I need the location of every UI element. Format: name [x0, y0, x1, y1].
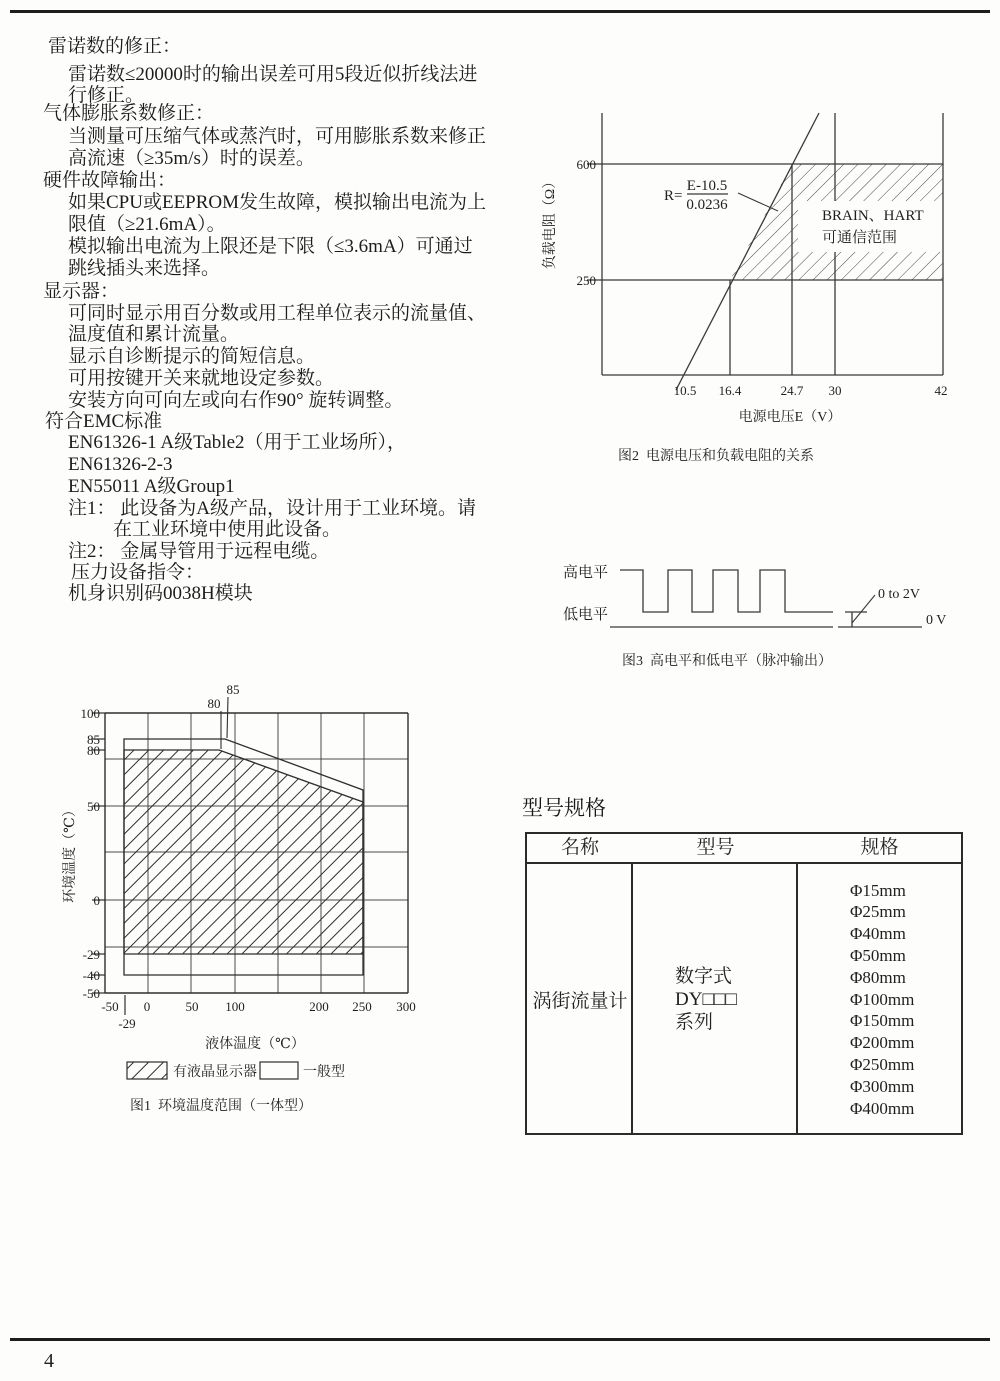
figure3-caption: 图3 高电平和低电平（脉冲输出）: [622, 654, 832, 669]
text-line: 气体膨胀系数修正：: [43, 103, 215, 124]
fig2-formula-denominator: 0.0236: [686, 197, 728, 213]
model-line: 系列: [675, 1012, 714, 1033]
size-item: Φ200mm: [850, 1033, 915, 1053]
fig2-formula-numerator: E-10.5: [686, 178, 728, 194]
fig1-legend-plain-label: 一般型: [303, 1065, 345, 1080]
figure2-svg: [540, 100, 980, 435]
fig1-leader-80-label: 80: [207, 696, 221, 711]
text-line: 显示器：: [43, 281, 120, 302]
spec-cell-name: [527, 864, 633, 1135]
fig2-xtick-30: 30: [828, 383, 842, 398]
size-item: Φ80mm: [850, 967, 906, 987]
fig1-ytick-minus40: -40: [82, 968, 100, 983]
fig1-xtick-250: 250: [352, 999, 372, 1014]
fig1-leader-85-label: 85: [226, 682, 240, 697]
page-number: 4: [44, 1350, 54, 1372]
text-line: 限值（≥21.6mA）。: [68, 214, 226, 235]
text-line: 在工业环境中使用此设备。: [113, 519, 342, 540]
fig1-legend-hatched-label: 有液晶显示器: [173, 1065, 257, 1080]
fig1-xtick-100: 100: [225, 999, 245, 1014]
size-item: Φ150mm: [850, 1011, 915, 1031]
text-line: 雷诺数≤20000时的输出误差可用5段近似折线法进: [68, 64, 478, 85]
fig2-region-label-line1: BRAIN、HART: [822, 208, 924, 224]
spec-header-model: 型号: [696, 837, 735, 858]
figure1-temperature-chart: [40, 680, 468, 1090]
table-divider: [631, 864, 633, 1135]
text-line: 符合EMC标准: [45, 411, 163, 432]
text-line: 跳线插头来选择。: [68, 258, 221, 279]
fig2-ytick-600: 600: [576, 157, 596, 172]
fig2-region-label-line2: 可通信范围: [822, 230, 898, 246]
size-item: Φ50mm: [850, 946, 906, 965]
fig2-xtick-16-4: 16.4: [718, 383, 742, 398]
text-line: EN61326-1 A级Table2（用于工业场所），: [68, 432, 407, 453]
spec-header-name: 名称: [560, 837, 599, 858]
fig2-xtick-42: 42: [934, 383, 948, 398]
text-line: EN55011 A级Group1: [68, 476, 235, 497]
fig2-xtick-24-7: 24.7: [780, 383, 804, 398]
table-divider: [796, 864, 798, 1135]
fig3-zero-volt-label: 0 V: [926, 613, 947, 628]
text-line: 行修正。: [68, 85, 145, 106]
fig3-waveform: [610, 570, 922, 627]
text-line: 高流速（≥35m/s）时的误差。: [68, 148, 315, 169]
spec-table-body-row: [527, 864, 961, 1135]
text-line: 雷诺数的修正：: [48, 36, 182, 57]
fig1-lcd-region: [124, 750, 363, 954]
size-item: Φ300mm: [850, 1076, 915, 1096]
fig1-xtick-50: 50: [185, 999, 199, 1014]
product-name: 涡街流量计: [532, 991, 628, 1012]
size-item: Φ400mm: [850, 1098, 915, 1118]
spec-cell-model: [633, 864, 798, 1135]
fig1-legend-hatched-swatch: [127, 1062, 167, 1079]
fig2-x-axis-label: 电源电压E（V）: [738, 410, 842, 425]
size-item: Φ15mm: [850, 880, 906, 900]
fig2-ytick-250: 250: [576, 273, 596, 288]
fig3-low-level-label: 低电平: [563, 607, 609, 623]
fig1-xtick-minus29: -29: [118, 1016, 136, 1031]
fig3-high-level-label: 高电平: [563, 565, 609, 581]
fig2-formula: [664, 178, 778, 213]
size-item: Φ100mm: [850, 989, 915, 1009]
text-line: 模拟输出电流为上限还是下限（≤3.6mA）可通过: [68, 236, 473, 257]
fig1-xtick-200: 200: [309, 999, 329, 1014]
spec-cell-sizes: [798, 864, 961, 1135]
fig1-ytick-minus29: -29: [82, 947, 100, 962]
spec-header-size: 规格: [860, 837, 899, 858]
text-line: 硬件故障输出：: [43, 170, 177, 191]
fig1-xtick-labels: [101, 999, 415, 1031]
bottom-rule: [10, 1338, 990, 1341]
fig1-legend-plain-swatch: [260, 1062, 298, 1079]
text-line: 注2： 金属导管用于远程电缆。: [68, 541, 330, 562]
figure3-svg: [545, 555, 965, 645]
fig1-xtick-0: 0: [143, 999, 151, 1014]
figure1-caption: 图1 环境温度范围（一体型）: [130, 1099, 312, 1114]
fig1-ytick-85: 85: [87, 732, 100, 747]
fig1-legend: [127, 1062, 345, 1080]
fig1-x-axis-label: 液体温度（℃）: [205, 1037, 305, 1052]
spec-table-header-row: [527, 834, 961, 864]
figure1-svg: [40, 680, 468, 1090]
figure2-voltage-load-chart: [540, 100, 980, 435]
text-line: 显示自诊断提示的简短信息。: [68, 346, 316, 367]
fig2-xtick-10-5: 10.5: [673, 383, 697, 398]
fig1-ytick-labels: [81, 706, 101, 1001]
fig2-formula-lhs: R=: [664, 188, 683, 204]
text-line: 机身识别码0038H模块: [68, 583, 253, 604]
spec-table: [525, 832, 963, 1135]
figure3-pulse-diagram: [545, 555, 965, 645]
figure2-caption: 图2 电源电压和负载电阻的关系: [618, 449, 814, 464]
fig3-range-annotation: 0 to 2V: [878, 587, 920, 602]
text-line: 如果CPU或EEPROM发生故障，模拟输出电流为上: [68, 192, 487, 213]
fig1-xtick-minus50: -50: [101, 999, 119, 1014]
top-rule: [10, 10, 990, 13]
size-item: Φ40mm: [850, 924, 906, 944]
model-line: DY□□□: [675, 989, 737, 1010]
size-item: Φ25mm: [850, 902, 906, 922]
spec-table-title: 型号规格: [522, 796, 606, 820]
fig1-y-axis-label: 环境温度（℃）: [63, 803, 78, 903]
text-line: 注1： 此设备为A级产品，设计用于工业环境。请: [68, 498, 476, 519]
model-line: 数字式: [675, 966, 733, 987]
fig1-ytick-80: 80: [87, 743, 100, 758]
size-item: Φ250mm: [850, 1054, 915, 1074]
fig2-y-axis-label: 负载电阻（Ω）: [543, 174, 558, 270]
fig1-xtick-300: 300: [396, 999, 416, 1014]
fig1-ytick-minus50: -50: [82, 986, 100, 1001]
text-line: EN61326-2-3: [68, 454, 173, 475]
text-line: 可用按键开关来就地设定参数。: [68, 368, 335, 389]
fig1-ytick-100: 100: [80, 706, 100, 721]
text-line: 可同时显示用百分数或用工程单位表示的流量值、: [68, 303, 487, 324]
text-line: 温度值和累计流量。: [68, 324, 240, 345]
fig1-ytick-0: 0: [93, 893, 100, 908]
fig1-ytick-50: 50: [87, 799, 100, 814]
text-line: 压力设备指令：: [71, 562, 205, 583]
text-line: 安装方向可向左或向右作90° 旋转调整。: [68, 390, 404, 411]
text-line: 当测量可压缩气体或蒸汽时，可用膨胀系数来修正: [68, 126, 487, 147]
